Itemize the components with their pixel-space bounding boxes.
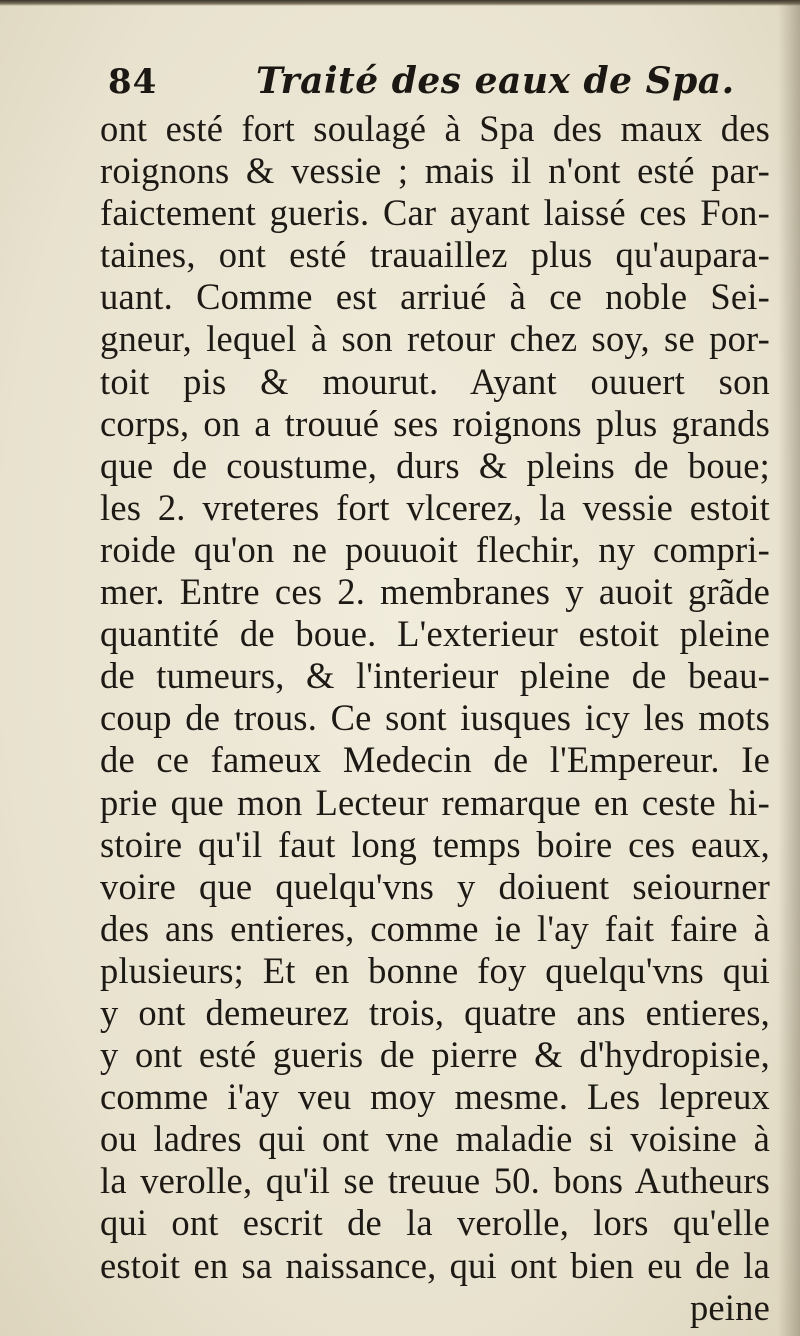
text-line: roignons & vessie ; mais il n'ont esté par- [100, 150, 770, 192]
text-line: toit pis & mourut. Ayant ouuert son [100, 360, 770, 402]
body-text [100, 108, 770, 1329]
text-line: ou ladres qui ont vne maladie si voisine à [100, 1118, 770, 1160]
running-title: Traité des eaux de Spa. [256, 60, 735, 102]
text-line: que de coustume, durs & pleins de boue; [100, 444, 770, 486]
page-header [108, 56, 768, 112]
page-number: 84 [108, 62, 158, 102]
text-line: taines, ont esté trauaillez plus qu'aupara- [100, 234, 770, 276]
text-line: prie que mon Lecteur remarque en ceste hi- [100, 781, 770, 823]
text-line: de ce fameux Medecin de l'Empereur. Ie [100, 739, 770, 781]
text-line: y ont demeurez trois, quatre ans entieres, [100, 991, 770, 1033]
page-top-edge [0, 0, 800, 6]
text-line: roide qu'on ne pouuoit flechir, ny compri- [100, 528, 770, 570]
text-line: uant. Comme est arriué à ce noble Sei- [100, 276, 770, 318]
text-line: des ans entieres, comme ie l'ay fait faire à [100, 907, 770, 949]
text-line: gneur, lequel à son retour chez soy, se por- [100, 318, 770, 360]
text-line: comme i'ay veu moy mesme. Les lepreux [100, 1076, 770, 1118]
text-line: de tumeurs, & l'interieur pleine de beau- [100, 655, 770, 697]
text-line: plusieurs; Et en bonne foy quelqu'vns qui [100, 949, 770, 991]
page-gutter-shadow [778, 0, 800, 1336]
text-line: stoire qu'il faut long temps boire ces eaux, [100, 823, 770, 865]
text-line: mer. Entre ces 2. membranes y auoit grãde [100, 571, 770, 613]
text-line: y ont esté gueris de pierre & d'hydropisie, [100, 1034, 770, 1076]
text-line: la verolle, qu'il se treuue 50. bons Autheurs [100, 1160, 770, 1202]
text-line: voire que quelqu'vns y doiuent seiourner [100, 865, 770, 907]
catchword: peine [689, 1286, 770, 1328]
text-line: les 2. vreteres fort vlcerez, la vessie estoit [100, 486, 770, 528]
text-line: estoit en sa naissance, qui ont bien eu de la [100, 1244, 770, 1286]
text-line: ont esté fort soulagé à Spa des maux des [100, 108, 770, 149]
text-line: corps, on a trouué ses roignons plus grands [100, 402, 770, 444]
text-line: quantité de boue. L'exterieur estoit pleine [100, 613, 770, 655]
text-line: qui ont escrit de la verolle, lors qu'elle [100, 1202, 770, 1244]
text-line: faictement gueris. Car ayant laissé ces Fon- [100, 192, 770, 234]
text-line: coup de trous. Ce sont iusques icy les mots [100, 697, 770, 739]
